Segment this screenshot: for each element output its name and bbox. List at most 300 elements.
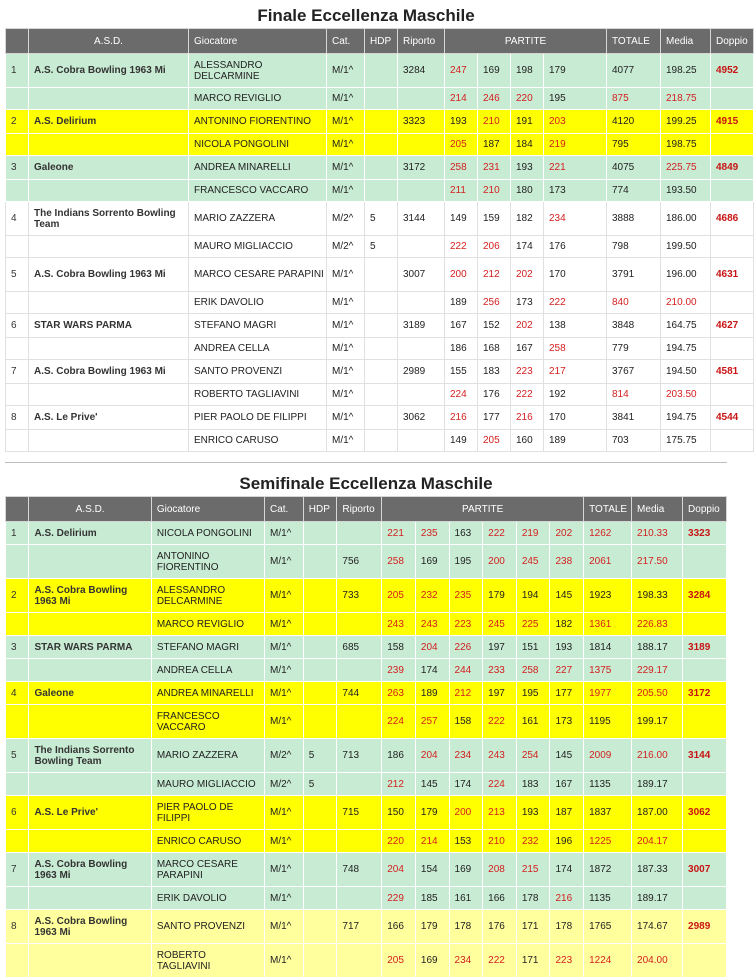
media-cell: 194.75 <box>661 338 711 360</box>
game-score-cell: 161 <box>449 887 483 910</box>
game-score-cell: 158 <box>449 705 483 739</box>
game-score-cell: 200 <box>483 545 517 579</box>
finale-body <box>6 54 754 452</box>
game-score-cell: 153 <box>449 830 483 853</box>
table-row <box>6 180 754 202</box>
totale-cell: 1195 <box>584 705 632 739</box>
game-score-cell: 214 <box>445 88 478 110</box>
totale-cell: 1814 <box>584 636 632 659</box>
player-cell: ANTONINO FIORENTINO <box>189 110 327 134</box>
game-score-cell: 216 <box>445 406 478 430</box>
game-score-cell: 174 <box>550 853 584 887</box>
player-cell: STEFANO MAGRI <box>189 314 327 338</box>
position-cell <box>6 384 29 406</box>
game-score-cell: 183 <box>516 773 550 796</box>
position-cell: 3 <box>6 156 29 180</box>
team-cell: The Indians Sorrento Bowling Team <box>29 739 151 773</box>
game-score-cell: 205 <box>445 134 478 156</box>
col-cat-header: Cat. <box>265 497 304 522</box>
table-row <box>6 360 754 384</box>
totale-cell: 814 <box>607 384 661 406</box>
game-score-cell: 171 <box>516 910 550 944</box>
table-row <box>6 682 727 705</box>
hdp-cell <box>303 887 337 910</box>
team-cell: A.S. Cobra Bowling 1963 Mi <box>29 360 189 384</box>
game-score-cell: 180 <box>511 180 544 202</box>
player-cell: FRANCESCO VACCARO <box>189 180 327 202</box>
game-score-cell: 187 <box>550 796 584 830</box>
game-score-cell: 215 <box>516 853 550 887</box>
game-score-cell: 184 <box>511 134 544 156</box>
game-score-cell: 222 <box>483 705 517 739</box>
game-score-cell: 235 <box>415 522 449 545</box>
finale-header-row <box>6 29 754 54</box>
doppio-cell <box>683 887 727 910</box>
player-cell: ALESSANDRO DELCARMINE <box>189 54 327 88</box>
table-row <box>6 292 754 314</box>
doppio-cell: 2989 <box>683 910 727 944</box>
category-cell: M/1^ <box>327 258 365 292</box>
doppio-cell: 4686 <box>711 202 754 236</box>
position-cell <box>6 545 29 579</box>
game-score-cell: 179 <box>544 54 607 88</box>
game-score-cell: 166 <box>483 887 517 910</box>
totale-cell: 1224 <box>584 944 632 978</box>
game-score-cell: 200 <box>449 796 483 830</box>
game-score-cell: 222 <box>511 384 544 406</box>
player-cell: ANDREA MINARELLI <box>189 156 327 180</box>
game-score-cell: 227 <box>550 659 584 682</box>
position-cell <box>6 705 29 739</box>
game-score-cell: 176 <box>483 910 517 944</box>
player-cell: ROBERTO TAGLIAVINI <box>151 944 264 978</box>
totale-cell: 4077 <box>607 54 661 88</box>
totale-cell: 1872 <box>584 853 632 887</box>
riporto-cell <box>337 613 382 636</box>
game-score-cell: 167 <box>511 338 544 360</box>
team-cell <box>29 944 151 978</box>
doppio-cell: 3007 <box>683 853 727 887</box>
riporto-cell <box>337 659 382 682</box>
game-score-cell: 208 <box>483 853 517 887</box>
game-score-cell: 150 <box>382 796 416 830</box>
category-cell: M/1^ <box>327 292 365 314</box>
player-cell: MARCO CESARE PARAPINI <box>189 258 327 292</box>
doppio-cell: 3062 <box>683 796 727 830</box>
game-score-cell: 263 <box>382 682 416 705</box>
game-score-cell: 231 <box>478 156 511 180</box>
media-cell: 225.75 <box>661 156 711 180</box>
riporto-cell: 744 <box>337 682 382 705</box>
media-cell: 194.75 <box>661 406 711 430</box>
table-row <box>6 659 727 682</box>
table-row <box>6 887 727 910</box>
hdp-cell <box>303 796 337 830</box>
doppio-cell <box>683 830 727 853</box>
player-cell: STEFANO MAGRI <box>151 636 264 659</box>
game-score-cell: 195 <box>516 682 550 705</box>
player-cell: ANDREA CELLA <box>151 659 264 682</box>
player-cell: ENRICO CARUSO <box>189 430 327 452</box>
game-score-cell: 243 <box>382 613 416 636</box>
media-cell: 204.17 <box>632 830 683 853</box>
game-score-cell: 177 <box>550 682 584 705</box>
game-score-cell: 243 <box>483 739 517 773</box>
totale-cell: 2061 <box>584 545 632 579</box>
totale-cell: 779 <box>607 338 661 360</box>
team-cell <box>29 384 189 406</box>
game-score-cell: 145 <box>550 739 584 773</box>
media-cell: 229.17 <box>632 659 683 682</box>
team-cell: A.S. Le Prive' <box>29 796 151 830</box>
table-row <box>6 110 754 134</box>
riporto-cell: 3172 <box>398 156 445 180</box>
hdp-cell <box>365 88 398 110</box>
game-score-cell: 234 <box>544 202 607 236</box>
col-pos-header <box>6 29 29 54</box>
player-cell: NICOLA PONGOLINI <box>151 522 264 545</box>
media-cell: 210.33 <box>632 522 683 545</box>
game-score-cell: 169 <box>449 853 483 887</box>
category-cell: M/1^ <box>327 134 365 156</box>
hdp-cell <box>365 180 398 202</box>
hdp-cell <box>365 54 398 88</box>
game-score-cell: 238 <box>550 545 584 579</box>
table-row <box>6 636 727 659</box>
position-cell <box>6 613 29 636</box>
totale-cell: 2009 <box>584 739 632 773</box>
team-cell <box>29 773 151 796</box>
hdp-cell <box>303 910 337 944</box>
game-score-cell: 149 <box>445 430 478 452</box>
col-pos-header <box>6 497 29 522</box>
game-score-cell: 223 <box>550 944 584 978</box>
hdp-cell <box>303 853 337 887</box>
position-cell: 8 <box>6 910 29 944</box>
player-cell: MARIO ZAZZERA <box>189 202 327 236</box>
finale-table <box>5 28 754 452</box>
game-score-cell: 234 <box>449 944 483 978</box>
col-media-header: Media <box>661 29 711 54</box>
position-cell <box>6 830 29 853</box>
doppio-cell: 4849 <box>711 156 754 180</box>
game-score-cell: 212 <box>449 682 483 705</box>
game-score-cell: 186 <box>445 338 478 360</box>
game-score-cell: 205 <box>382 944 416 978</box>
team-cell <box>29 134 189 156</box>
player-cell: MARCO REVIGLIO <box>151 613 264 636</box>
hdp-cell: 5 <box>365 202 398 236</box>
riporto-cell <box>398 292 445 314</box>
media-cell: 175.75 <box>661 430 711 452</box>
game-score-cell: 244 <box>449 659 483 682</box>
game-score-cell: 254 <box>516 739 550 773</box>
game-score-cell: 205 <box>382 579 416 613</box>
game-score-cell: 217 <box>544 360 607 384</box>
position-cell: 4 <box>6 202 29 236</box>
team-cell <box>29 705 151 739</box>
doppio-cell <box>683 613 727 636</box>
totale-cell: 840 <box>607 292 661 314</box>
doppio-cell <box>711 292 754 314</box>
team-cell: STAR WARS PARMA <box>29 636 151 659</box>
game-score-cell: 229 <box>382 887 416 910</box>
doppio-cell: 3144 <box>683 739 727 773</box>
table-row <box>6 134 754 156</box>
col-totale-header: TOTALE <box>584 497 632 522</box>
category-cell: M/2^ <box>265 739 304 773</box>
table-row <box>6 88 754 110</box>
doppio-cell <box>683 705 727 739</box>
game-score-cell: 222 <box>544 292 607 314</box>
game-score-cell: 173 <box>511 292 544 314</box>
game-score-cell: 170 <box>544 258 607 292</box>
doppio-cell: 3189 <box>683 636 727 659</box>
team-cell: Galeone <box>29 156 189 180</box>
hdp-cell <box>303 659 337 682</box>
hdp-cell <box>303 944 337 978</box>
position-cell <box>6 134 29 156</box>
table-row <box>6 430 754 452</box>
game-score-cell: 169 <box>415 944 449 978</box>
game-score-cell: 197 <box>483 682 517 705</box>
col-doppio-header: Doppio <box>683 497 727 522</box>
game-score-cell: 245 <box>516 545 550 579</box>
game-score-cell: 239 <box>382 659 416 682</box>
col-riporto-header: Riporto <box>398 29 445 54</box>
riporto-cell <box>337 830 382 853</box>
game-score-cell: 193 <box>516 796 550 830</box>
category-cell: M/1^ <box>265 887 304 910</box>
game-score-cell: 160 <box>511 430 544 452</box>
category-cell: M/1^ <box>265 522 304 545</box>
category-cell: M/1^ <box>265 705 304 739</box>
totale-cell: 3841 <box>607 406 661 430</box>
riporto-cell <box>398 430 445 452</box>
category-cell: M/1^ <box>327 180 365 202</box>
category-cell: M/1^ <box>265 910 304 944</box>
media-cell: 198.25 <box>661 54 711 88</box>
table-row <box>6 705 727 739</box>
game-score-cell: 196 <box>550 830 584 853</box>
team-cell <box>29 88 189 110</box>
game-score-cell: 151 <box>516 636 550 659</box>
category-cell: M/1^ <box>265 613 304 636</box>
riporto-cell <box>337 887 382 910</box>
game-score-cell: 223 <box>449 613 483 636</box>
player-cell: ERIK DAVOLIO <box>189 292 327 314</box>
team-cell: A.S. Cobra Bowling 1963 Mi <box>29 910 151 944</box>
finale-section <box>5 0 748 452</box>
position-cell: 8 <box>6 406 29 430</box>
game-score-cell: 176 <box>478 384 511 406</box>
category-cell: M/1^ <box>327 430 365 452</box>
position-cell: 2 <box>6 579 29 613</box>
game-score-cell: 179 <box>415 796 449 830</box>
hdp-cell <box>303 579 337 613</box>
game-score-cell: 219 <box>516 522 550 545</box>
totale-cell: 1977 <box>584 682 632 705</box>
player-cell: ROBERTO TAGLIAVINI <box>189 384 327 406</box>
category-cell: M/1^ <box>327 54 365 88</box>
riporto-cell: 3144 <box>398 202 445 236</box>
hdp-cell <box>365 406 398 430</box>
media-cell: 187.33 <box>632 853 683 887</box>
game-score-cell: 183 <box>478 360 511 384</box>
game-score-cell: 202 <box>550 522 584 545</box>
totale-cell: 1361 <box>584 613 632 636</box>
media-cell: 188.17 <box>632 636 683 659</box>
position-cell: 5 <box>6 739 29 773</box>
player-cell: NICOLA PONGOLINI <box>189 134 327 156</box>
game-score-cell: 195 <box>544 88 607 110</box>
game-score-cell: 222 <box>445 236 478 258</box>
game-score-cell: 167 <box>445 314 478 338</box>
category-cell: M/1^ <box>265 853 304 887</box>
media-cell: 193.50 <box>661 180 711 202</box>
totale-cell: 3888 <box>607 202 661 236</box>
table-row <box>6 236 754 258</box>
game-score-cell: 246 <box>478 88 511 110</box>
totale-cell: 3791 <box>607 258 661 292</box>
hdp-cell <box>303 705 337 739</box>
player-cell: ENRICO CARUSO <box>151 830 264 853</box>
hdp-cell <box>303 830 337 853</box>
player-cell: PIER PAOLO DE FILIPPI <box>151 796 264 830</box>
doppio-cell: 4952 <box>711 54 754 88</box>
riporto-cell: 3007 <box>398 258 445 292</box>
game-score-cell: 145 <box>415 773 449 796</box>
game-score-cell: 145 <box>550 579 584 613</box>
col-player-header: Giocatore <box>151 497 264 522</box>
table-row <box>6 258 754 292</box>
team-cell <box>29 545 151 579</box>
category-cell: M/2^ <box>327 236 365 258</box>
category-cell: M/1^ <box>327 314 365 338</box>
game-score-cell: 256 <box>478 292 511 314</box>
game-score-cell: 169 <box>415 545 449 579</box>
category-cell: M/1^ <box>327 156 365 180</box>
player-cell: MARIO ZAZZERA <box>151 739 264 773</box>
game-score-cell: 204 <box>415 739 449 773</box>
doppio-cell <box>711 338 754 360</box>
game-score-cell: 177 <box>478 406 511 430</box>
team-cell: A.S. Delirium <box>29 110 189 134</box>
table-row <box>6 406 754 430</box>
game-score-cell: 210 <box>478 110 511 134</box>
game-score-cell: 174 <box>415 659 449 682</box>
table-row <box>6 944 727 978</box>
doppio-cell <box>683 659 727 682</box>
category-cell: M/1^ <box>265 636 304 659</box>
riporto-cell: 715 <box>337 796 382 830</box>
table-row <box>6 853 727 887</box>
game-score-cell: 170 <box>544 406 607 430</box>
player-cell: SANTO PROVENZI <box>189 360 327 384</box>
team-cell: Galeone <box>29 682 151 705</box>
game-score-cell: 205 <box>478 430 511 452</box>
media-cell: 210.00 <box>661 292 711 314</box>
riporto-cell: 717 <box>337 910 382 944</box>
game-score-cell: 166 <box>382 910 416 944</box>
category-cell: M/1^ <box>327 110 365 134</box>
category-cell: M/1^ <box>327 338 365 360</box>
game-score-cell: 194 <box>516 579 550 613</box>
game-score-cell: 179 <box>483 579 517 613</box>
col-hdp-header: HDP <box>303 497 337 522</box>
table-row <box>6 910 727 944</box>
game-score-cell: 210 <box>478 180 511 202</box>
doppio-cell <box>711 180 754 202</box>
position-cell: 6 <box>6 314 29 338</box>
game-score-cell: 174 <box>511 236 544 258</box>
media-cell: 189.17 <box>632 887 683 910</box>
finale-title: Finale Eccellenza Maschile <box>257 6 475 25</box>
game-score-cell: 193 <box>550 636 584 659</box>
position-cell <box>6 338 29 360</box>
game-score-cell: 168 <box>478 338 511 360</box>
category-cell: M/2^ <box>265 773 304 796</box>
player-cell: MARCO CESARE PARAPINI <box>151 853 264 887</box>
position-cell: 5 <box>6 258 29 292</box>
totale-cell: 795 <box>607 134 661 156</box>
game-score-cell: 216 <box>550 887 584 910</box>
category-cell: M/1^ <box>265 659 304 682</box>
totale-cell: 3767 <box>607 360 661 384</box>
table-row <box>6 314 754 338</box>
game-score-cell: 195 <box>449 545 483 579</box>
riporto-cell <box>398 236 445 258</box>
game-score-cell: 192 <box>544 384 607 406</box>
team-cell: STAR WARS PARMA <box>29 314 189 338</box>
media-cell: 216.00 <box>632 739 683 773</box>
category-cell: M/1^ <box>265 682 304 705</box>
team-cell <box>29 236 189 258</box>
position-cell <box>6 88 29 110</box>
game-score-cell: 222 <box>483 944 517 978</box>
team-cell <box>29 180 189 202</box>
totale-cell: 798 <box>607 236 661 258</box>
game-score-cell: 178 <box>550 910 584 944</box>
game-score-cell: 216 <box>511 406 544 430</box>
riporto-cell <box>398 180 445 202</box>
game-score-cell: 182 <box>511 202 544 236</box>
category-cell: M/1^ <box>265 545 304 579</box>
position-cell: 4 <box>6 682 29 705</box>
semifinale-section <box>5 470 727 978</box>
col-partite-header: PARTITE <box>382 497 584 522</box>
table-row <box>6 54 754 88</box>
semifinale-header-row <box>6 497 727 522</box>
game-score-cell: 210 <box>483 830 517 853</box>
game-score-cell: 189 <box>415 682 449 705</box>
hdp-cell <box>365 134 398 156</box>
player-cell: ANDREA CELLA <box>189 338 327 360</box>
team-cell <box>29 430 189 452</box>
position-cell: 7 <box>6 360 29 384</box>
game-score-cell: 222 <box>483 522 517 545</box>
riporto-cell <box>337 522 382 545</box>
table-row <box>6 202 754 236</box>
position-cell: 1 <box>6 54 29 88</box>
game-score-cell: 202 <box>511 258 544 292</box>
game-score-cell: 258 <box>445 156 478 180</box>
hdp-cell <box>303 682 337 705</box>
game-score-cell: 182 <box>550 613 584 636</box>
riporto-cell <box>398 88 445 110</box>
game-score-cell: 243 <box>415 613 449 636</box>
totale-cell: 774 <box>607 180 661 202</box>
